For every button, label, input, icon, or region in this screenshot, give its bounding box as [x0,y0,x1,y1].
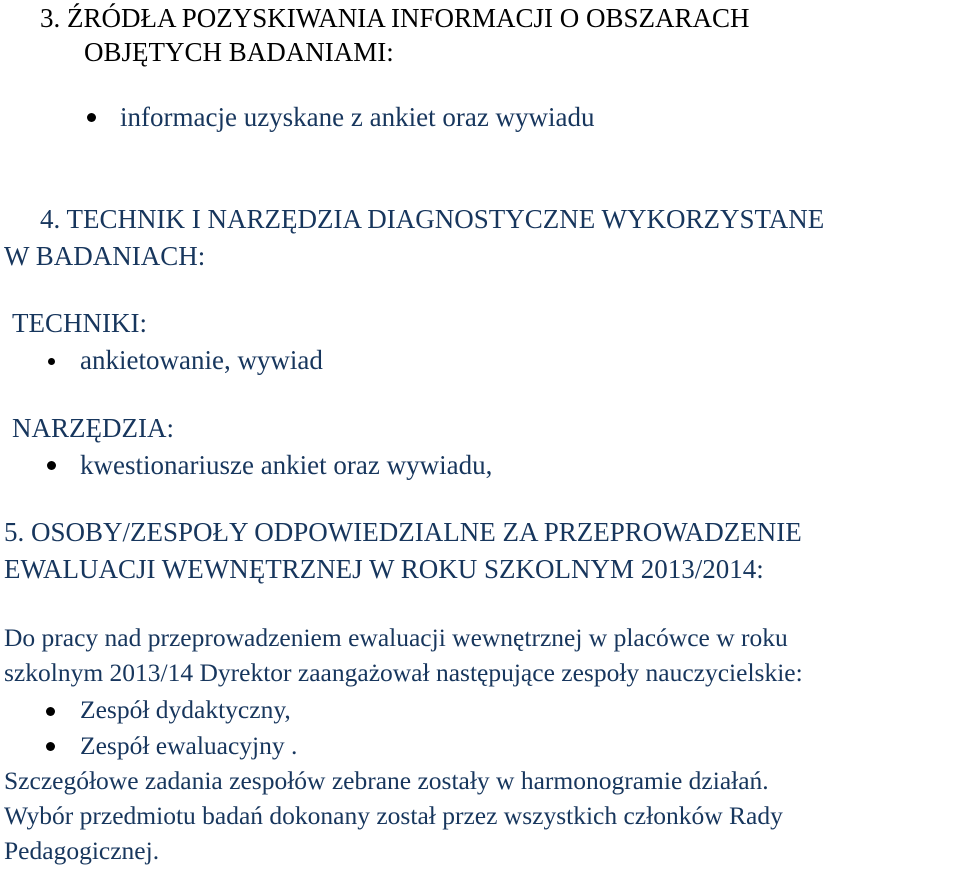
paragraph-line: szkolnym 2013/14 Dyrektor zaangażował następujące zespoły nauczycielskie: [4,658,803,687]
bullet-icon [46,707,55,716]
bullet-icon [46,742,55,751]
bullet-icon [47,461,56,470]
section3-heading-line2: OBJĘTYCH BADANIAMI: [84,37,394,67]
list-item: Zespół ewaluacyjny . [80,731,298,760]
paragraph-line: Pedagogicznej. [4,836,160,865]
list-item: kwestionariusze ankiet oraz wywiadu, [80,450,493,480]
bullet-icon [87,113,96,122]
list-item: informacje uzyskane z ankiet oraz wywiadu [120,102,595,132]
paragraph-line: Do pracy nad przeprowadzeniem ewaluacji wewnętrznej w placówce w roku [4,623,788,652]
narzedzia-label: NARZĘDZIA: [12,413,174,443]
section4-heading-line1: 4. TECHNIK I NARZĘDZIA DIAGNOSTYCZNE WYKORZYSTANE [40,204,825,234]
section5-heading-line1: 5. OSOBY/ZESPOŁY ODPOWIEDZIALNE ZA PRZEPROWADZENIE [4,517,802,547]
list-item: ankietowanie, wywiad [80,345,323,375]
section4-heading-line2: W BADANIACH: [4,241,206,271]
bullet-icon [48,358,55,365]
paragraph-line: Wybór przedmiotu badań dokonany został przez wszystkich członków Rady [4,801,783,830]
techniki-label: TECHNIKI: [12,308,147,338]
section3-heading-line1: 3. ŹRÓDŁA POZYSKIWANIA INFORMACJI O OBSZARACH [40,3,750,33]
section5-heading-line2: EWALUACJI WEWNĘTRZNEJ W ROKU SZKOLNYM 2013/2014: [4,554,764,584]
paragraph-line: Szczegółowe zadania zespołów zebrane zostały w harmonogramie działań. [4,766,769,795]
list-item: Zespół dydaktyczny, [80,695,291,724]
